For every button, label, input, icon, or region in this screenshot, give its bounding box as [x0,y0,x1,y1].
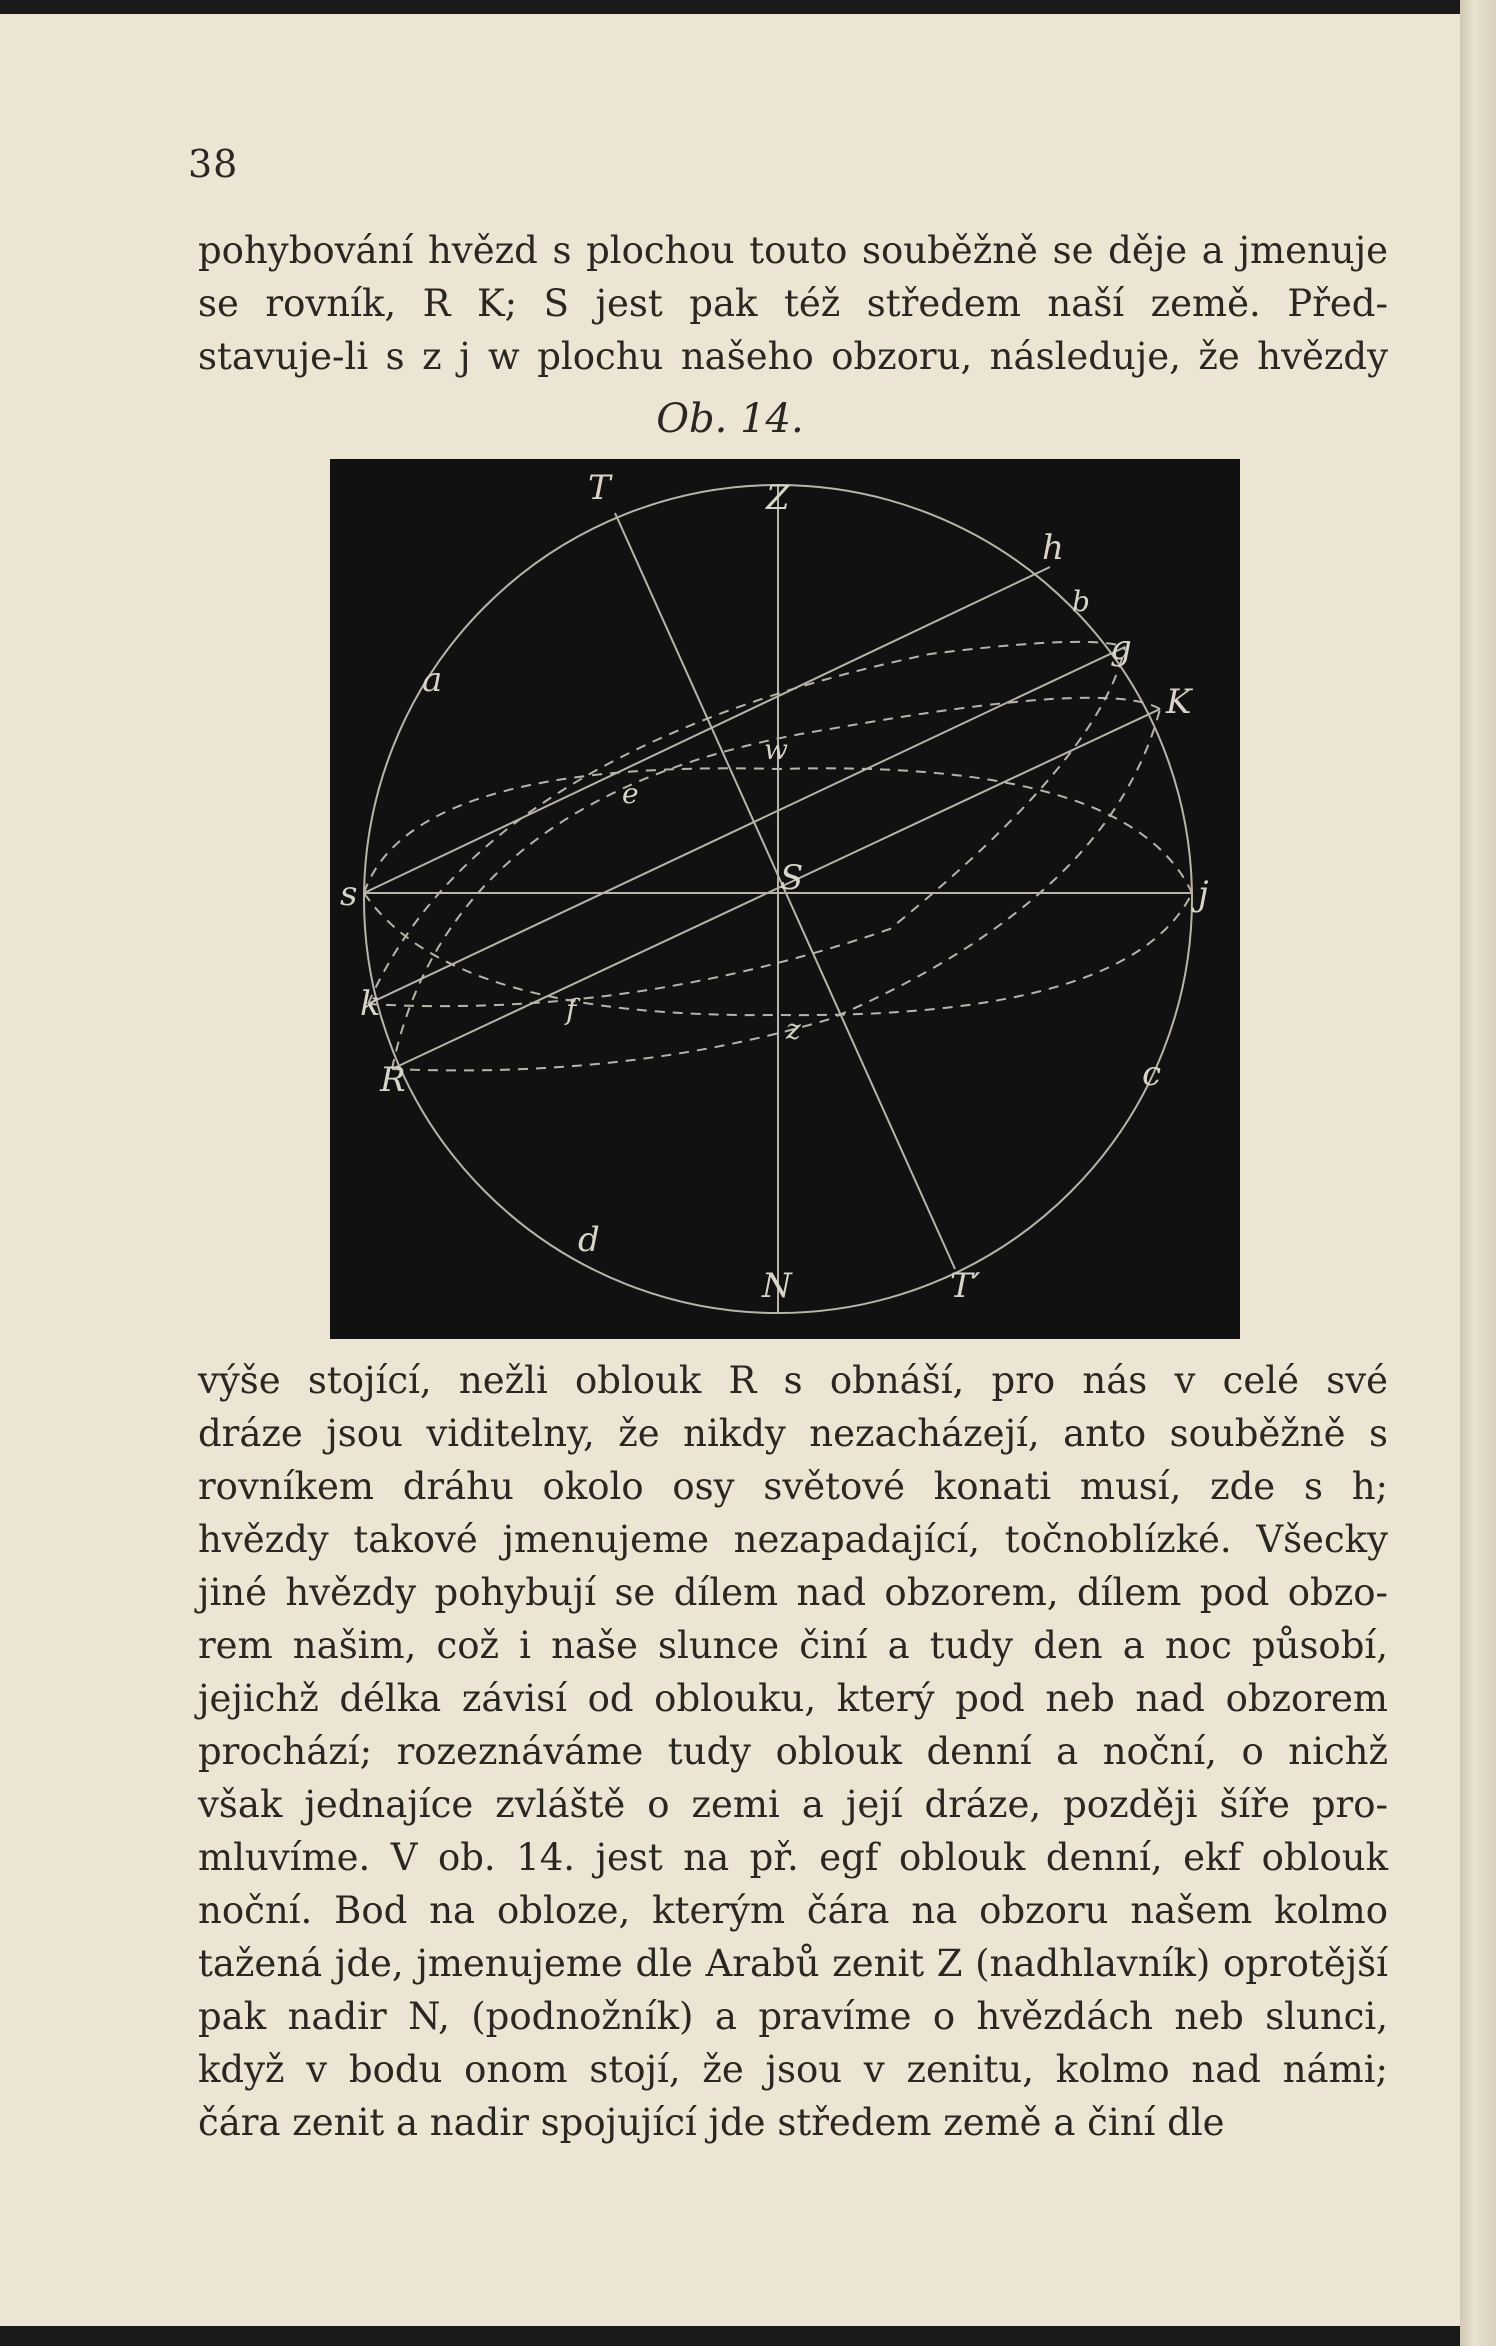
text-line: mluvíme. V ob. 14. jest na př. egf oblouk denní, ekf oblouk [198,1836,1388,1879]
label-S: S [780,858,804,898]
label-e: e [622,777,639,810]
text-line: rovníkem dráhu okolo osy světové konati musí, zde s h; [198,1465,1388,1508]
label-a: a [422,660,443,700]
text-line: prochází; rozeznáváme tudy oblouk denní a noční, o nichž [198,1730,1388,1773]
text-line: rem našim, což i naše slunce činí a tudy den a noc působí, [198,1624,1388,1667]
label-z: z [786,1013,801,1046]
book-page [0,14,1460,2326]
text-line: jejichž délka závisí od oblouku, který pod neb nad obzorem [198,1677,1388,1720]
label-K: K [1166,682,1192,722]
text-line: dráze jsou viditelny, že nikdy nezacházejí, anto souběžně s [198,1412,1388,1455]
label-T: T [588,468,611,508]
label-h: h [1042,528,1064,568]
label-R: R [380,1060,406,1100]
text-line: čára zenit a nadir spojující jde středem země a činí dle [198,2101,1225,2144]
label-s: s [340,874,358,914]
celestial-sphere-diagram [330,459,1240,1339]
label-g: g [1110,628,1132,668]
label-w: w [764,733,788,766]
celestial-sphere-figure [330,459,1240,1339]
label-T-prime: T′ [950,1266,981,1306]
label-b: b [1072,585,1090,618]
text-line: výše stojící, nežli oblouk R s obnáší, pro nás v celé své [198,1359,1388,1402]
label-Z: Z [766,478,790,518]
paragraph-top [198,224,1388,383]
label-d: d [578,1220,600,1260]
text-line: pohybování hvězd s plochou touto souběžně se děje a jmenuje [198,229,1388,272]
label-j: j [1198,874,1209,914]
text-line: pak nadir N, (podnožník) a pravíme o hvězdách neb slunci, [198,1995,1388,2038]
text-line: noční. Bod na obloze, kterým čára na obzoru našem kolmo [198,1889,1388,1932]
label-f: f [566,993,577,1026]
circle-line-k-g [368,647,1125,1004]
text-line: stavuje-li s z j w plochu našeho obzoru, následuje, že hvězdy [198,335,1388,378]
text-line: když v bodu onom stojí, že jsou v zenitu, kolmo nad námi; [198,2048,1388,2091]
text-line: jiné hvězdy pohybují se dílem nad obzorem, dílem pod obzo- [198,1571,1388,1614]
label-N: N [762,1266,792,1306]
label-c: c [1142,1054,1162,1094]
paragraph-bottom [198,1354,1388,2149]
figure-caption: Ob. 14. [656,396,804,442]
label-k: k [360,984,381,1024]
text-line: však jednajíce zvláště o zemi a její dráze, později šíře pro- [198,1783,1388,1826]
text-line: tažená jde, jmenujeme dle Arabů zenit Z (nadhlavník) oprotější [198,1942,1388,1985]
text-line: hvězdy takové jmenujeme nezapadající, točnoblízké. Všecky [198,1518,1388,1561]
book-page-edge [1460,0,1496,2346]
page-number: 38 [188,142,239,186]
text-line: se rovník, R K; S jest pak též středem naší země. Před- [198,282,1388,325]
